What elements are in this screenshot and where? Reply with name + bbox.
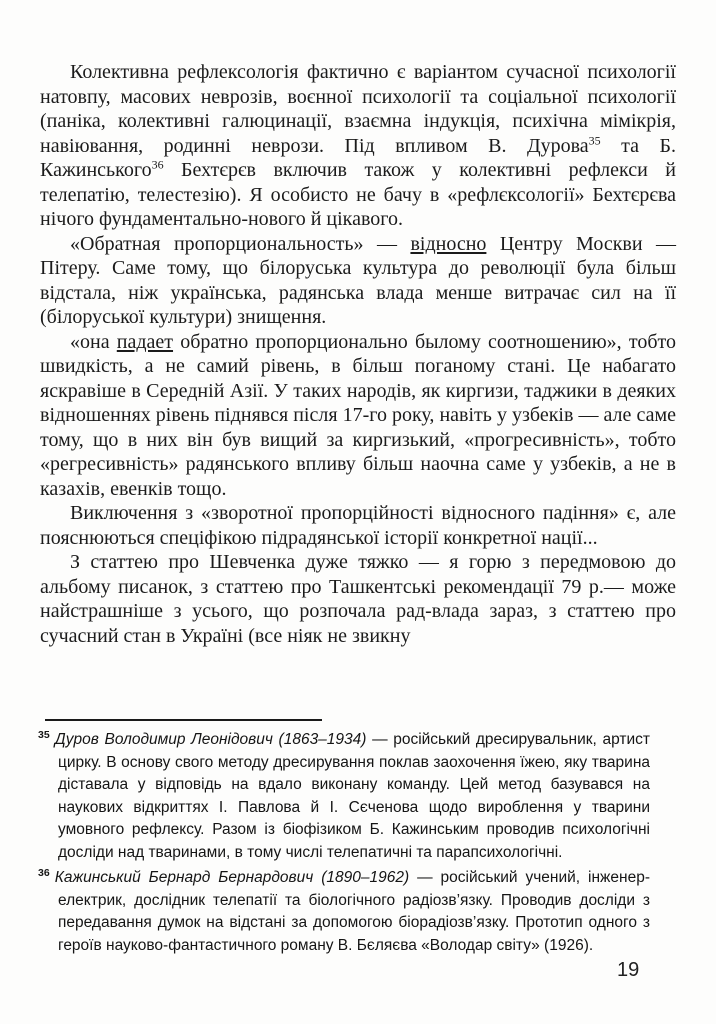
text-segment: та Б. Кажинського (40, 134, 676, 181)
footnote-35 (38, 729, 650, 864)
main-text (40, 60, 676, 648)
paragraph-proportionality (40, 232, 676, 330)
footnote-text: — російський дресирувальник, артист цирку. В основу свого методу дресирування поклав заохочення їжею, яку тварина діставала у відповідь на вдало виконану команду. Цей метод базувався на наукових відкриттях І. Павлова й І. Сєченова щодо вироблення у тварини умовного рефлексу. Разом із біофізиком Б. Кажинським проводив психологічні досліди над тваринами, в тому числі телепатичні та парапсихологічні. (58, 731, 650, 861)
text-segment: З статтею про Шевченка дуже тяжко — я горю з передмовою до альбому писанок, з статтею про Ташкентські рекомендації 79 р.— може найстрашніше з усього, що розпочала рад-влада зараз, з статтею про сучасний стан в Україні (все ніяк не звикну (40, 551, 676, 647)
text-segment: Виключення з «зворотної пропорційності відносного падіння» є, але пояснюються спеціфікою підрадянської історії конкретної нації... (40, 502, 676, 549)
paragraph-central-asia (40, 330, 676, 502)
footnote-text: — російський учений, інженер-електрик, дослідник телепатії та біологічного радіозв’язку. Проводив досліди з передавання думок на відстані за допомогою біорадіозв’язку. Прототип одного з героїв науково-фантастичного роману В. Бєляєва «Володар світу» (1926). (58, 869, 651, 954)
footnote-marker-36: 36 (38, 866, 50, 879)
text-segment: «Обратная пропорциональность» — (70, 232, 411, 255)
footnote-person-name: Кажинський Бернард Бернардович (1890–1962) (54, 869, 410, 886)
text-segment: «она (70, 330, 117, 353)
footnote-ref-36[interactable]: 36 (151, 157, 164, 172)
underlined-word: падает (116, 330, 174, 353)
footnote-ref-35[interactable]: 35 (588, 132, 601, 147)
text-segment: Центру Москви — Пітеру. Саме тому, що білоруська культура до революції була більш відстала, ніж українська, радянська влада менше витрачає сил на її (білоруської культури) знищення. (40, 232, 676, 328)
footnote-person-name: Дуров Володимир Леонідович (1863–1934) (54, 731, 367, 748)
text-segment: обратно пропорционально былому соотношению», тобто швидкість, а не самий рівень, в більш поганому стані. Це набагато яскравіше в Середній Азії. У таких народів, як киргизи, таджики в деяких відношеннях рівень піднявся після 17-го року, навіть у узбеків — але саме тому, що в них він був вищий за киргизький, «прогресивність», тобто «регресивність» радянського впливу більш наочна саме у узбеків, а не в казахів, евенків тощо. (40, 330, 676, 500)
text-segment: Колективна рефлексологія фактично є варіантом сучасної психології натовпу, масових неврозів, воєнної психології та соціальної психології (паніка, колективні галюцинації, взаємна індукція, психічна мімікрія, навіювання, родинні неврози. Під впливом В. Дурова (40, 61, 676, 157)
paragraph-shevchenko (40, 550, 676, 648)
footnote-separator (45, 719, 322, 721)
underlined-word: відносно (410, 232, 487, 255)
page-number: 19 (617, 959, 640, 981)
paragraph-exceptions (40, 501, 676, 550)
footnote-marker-35: 35 (38, 728, 50, 741)
paragraph-reflexology (40, 60, 676, 232)
footnotes-section (38, 729, 650, 960)
footnote-36 (38, 867, 650, 957)
text-segment: Бехтєрєв включив також у колективні рефлекси й телепатію, телестезію). Я особисто не бачу в «рефлєксології» Бехтєрєва нічого фундаментально-нового й цікавого. (40, 159, 676, 230)
